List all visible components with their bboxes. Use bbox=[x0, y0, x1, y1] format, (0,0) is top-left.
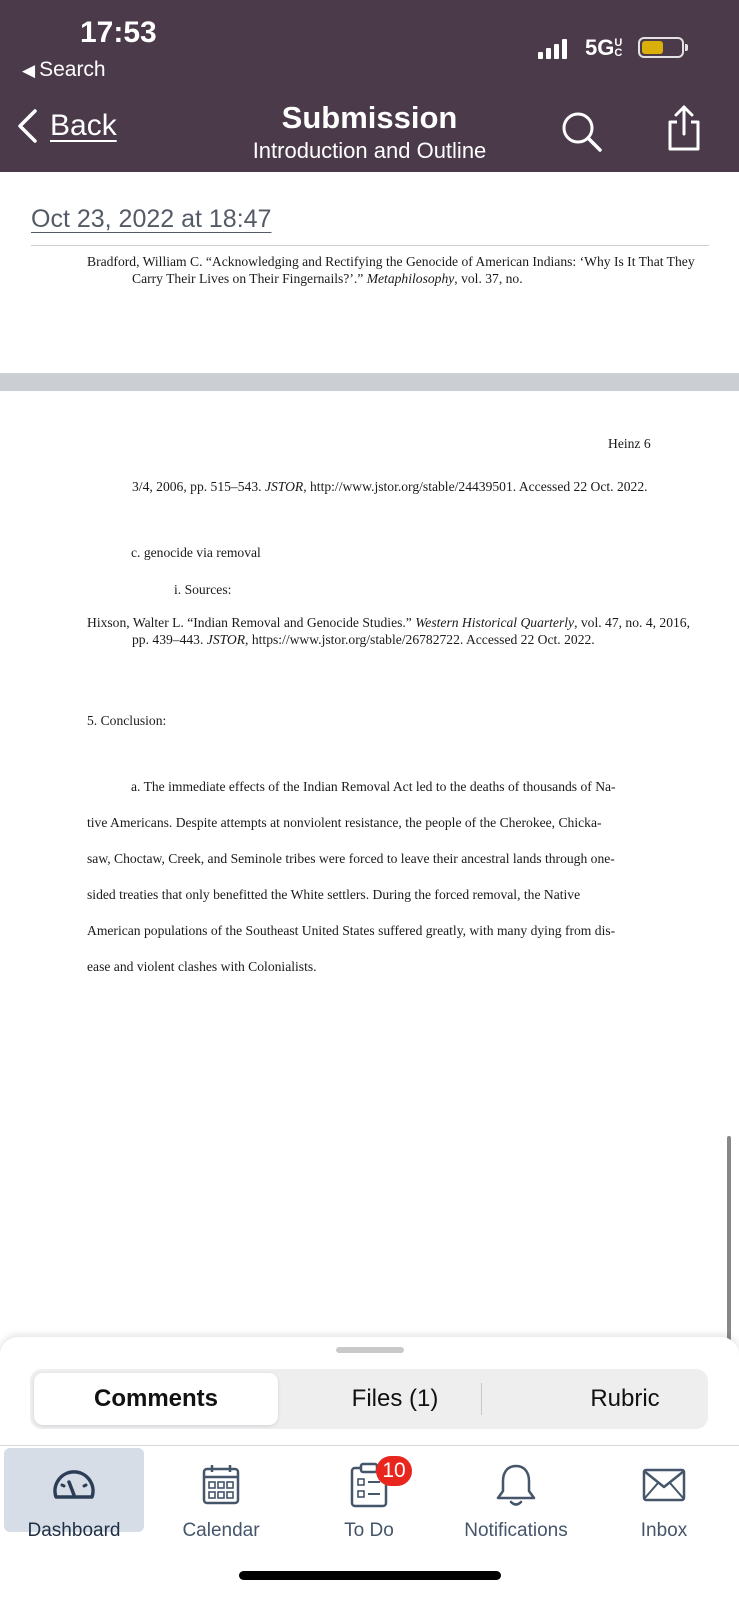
paragraph-line: sided treaties that only benefitted the White settlers. During the forced removal, the Native bbox=[87, 887, 581, 902]
citation-text: , https://www.jstor.org/stable/26782722. Accessed 22 Oct. 2022. bbox=[245, 632, 595, 647]
status-time: 17:53 bbox=[80, 16, 157, 49]
page-separator bbox=[0, 373, 739, 391]
todo-count-badge: 10 bbox=[376, 1456, 412, 1486]
submission-date[interactable]: Oct 23, 2022 at 18:47 bbox=[31, 205, 272, 233]
page-title: Submission bbox=[281, 100, 458, 135]
outline-item-c: c. genocide via removal bbox=[131, 545, 261, 560]
paragraph-line: a. The immediate effects of the Indian Removal Act led to the deaths of thousands of Na- bbox=[131, 779, 616, 794]
citation-text: Hixson, Walter L. “Indian Removal and Genocide Studies.” bbox=[87, 615, 412, 630]
conclusion-heading: 5. Conclusion: bbox=[87, 713, 167, 728]
citation-text: , vol. 47, no. 4, 2016, pp. 439–443. bbox=[132, 615, 691, 647]
page-subtitle: Introduction and Outline bbox=[252, 138, 487, 163]
citation-hixson bbox=[87, 614, 697, 648]
share-icon[interactable] bbox=[664, 104, 704, 152]
inbox-icon-wrap bbox=[594, 1460, 734, 1510]
mail-icon bbox=[642, 1468, 686, 1502]
citation-source: JSTOR bbox=[206, 632, 246, 647]
tab-label: Calendar bbox=[182, 1520, 260, 1541]
segmented-control bbox=[30, 1369, 708, 1429]
bottom-sheet bbox=[0, 1337, 739, 1445]
home-indicator[interactable] bbox=[239, 1571, 501, 1580]
paragraph-line: tive Americans. Despite attempts at nonviolent resistance, the people of the Cherokee, Chicka- bbox=[87, 815, 602, 830]
citation-bradford bbox=[87, 253, 702, 287]
dashboard-icon-wrap bbox=[4, 1460, 144, 1510]
network-type: 5G bbox=[585, 35, 615, 60]
divider bbox=[31, 245, 709, 246]
outline-item-i: i. Sources: bbox=[174, 582, 232, 597]
tab-label: Inbox bbox=[640, 1520, 688, 1541]
citation-source: JSTOR bbox=[264, 479, 304, 494]
scrollbar[interactable] bbox=[727, 1136, 731, 1341]
search-icon[interactable] bbox=[560, 110, 604, 154]
battery-level bbox=[642, 41, 663, 54]
citation-text: , http://www.jstor.org/stable/24439501. Accessed 22 Oct. 2022. bbox=[303, 479, 648, 494]
todo-icon-wrap bbox=[299, 1460, 439, 1510]
paragraph-line: American populations of the Southeast United States suffered greatly, with many dying from dis- bbox=[87, 923, 616, 938]
return-to-search[interactable] bbox=[22, 58, 106, 82]
tab-label: Dashboard bbox=[27, 1520, 121, 1541]
segment-comments[interactable]: Comments bbox=[34, 1373, 278, 1425]
citation-text: , vol. 37, no. bbox=[454, 271, 523, 286]
paragraph-line: saw, Choctaw, Creek, and Seminole tribes were forced to leave their ancestral lands through one- bbox=[87, 851, 615, 866]
paragraph-line: ease and violent clashes with Colonialists. bbox=[87, 959, 317, 974]
calendar-icon-wrap bbox=[151, 1460, 291, 1510]
segment-files[interactable]: Files (1) bbox=[351, 1385, 439, 1412]
calendar-icon bbox=[201, 1464, 241, 1506]
citation-journal: Western Historical Quarterly bbox=[415, 615, 575, 630]
segment-rubric[interactable]: Rubric bbox=[590, 1385, 660, 1412]
dashboard-icon bbox=[50, 1465, 98, 1505]
conclusion-paragraph bbox=[87, 778, 649, 994]
notifications-icon-wrap bbox=[446, 1460, 586, 1510]
back-triangle-icon: ◀ bbox=[22, 61, 36, 80]
app-header bbox=[0, 0, 739, 172]
network-suffix: UC bbox=[614, 37, 623, 59]
page-number: Heinz 6 bbox=[608, 436, 651, 451]
return-app-label: Search bbox=[39, 58, 106, 81]
tab-label: Notifications bbox=[464, 1520, 568, 1541]
bell-icon bbox=[494, 1462, 538, 1508]
segment-divider bbox=[481, 1383, 482, 1415]
battery-nub bbox=[685, 44, 688, 51]
citation-bradford-continued bbox=[132, 478, 652, 495]
citation-text: 3/4, 2006, pp. 515–543. bbox=[132, 479, 262, 494]
citation-text: Bradford, William C. “Acknowledging and Rectifying the Genocide of American Indians: ‘Why Is It That They Carry Their Lives on Their Fingernails?’.” bbox=[87, 254, 695, 286]
citation-journal: Metaphilosophy bbox=[366, 271, 455, 286]
sheet-grabber[interactable] bbox=[336, 1347, 404, 1353]
signal-strength-icon bbox=[538, 38, 567, 59]
tab-label: To Do bbox=[344, 1520, 394, 1541]
network-indicator bbox=[585, 35, 625, 61]
back-label: Back bbox=[50, 109, 117, 142]
battery-icon bbox=[638, 37, 684, 58]
